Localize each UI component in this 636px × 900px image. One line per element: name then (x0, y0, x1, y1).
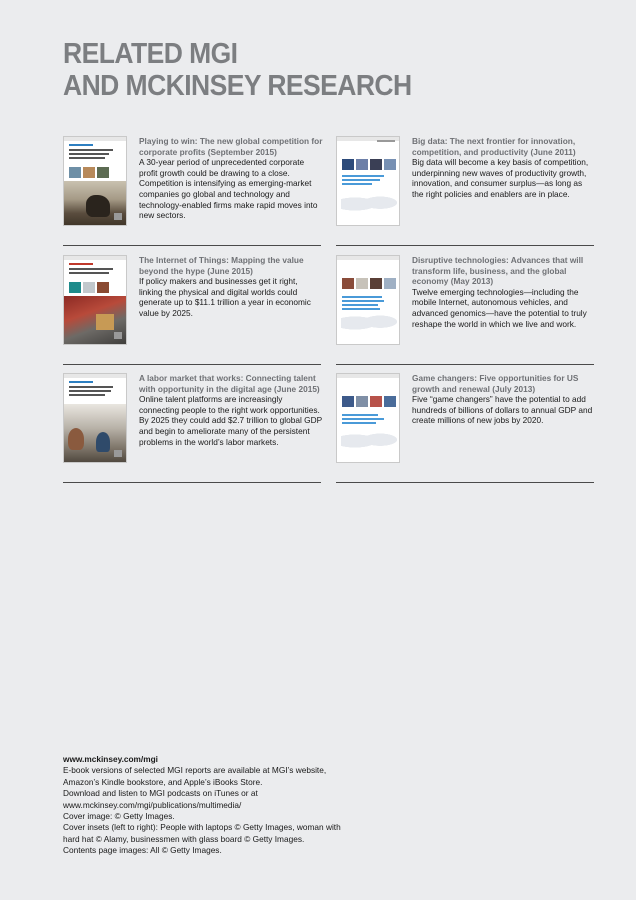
report-cover-labor-market[interactable] (63, 373, 127, 463)
footer-line: E-book versions of selected MGI reports are available at MGI’s website, (63, 765, 327, 776)
research-entry-disruptive-technologies[interactable] (336, 255, 594, 365)
report-cover-internet-of-things[interactable] (63, 255, 127, 345)
report-cover-game-changers[interactable] (336, 373, 400, 463)
research-entry-playing-to-win[interactable] (63, 136, 321, 246)
heading-line-2: AND MCKINSEY RESEARCH (63, 70, 412, 102)
footer-line: hard hat © Alamy, businessmen with glass board © Getty Images. (63, 833, 305, 844)
entry-description: Big data will become a key basis of competition, underpinning new waves of productivity growth, innovation, and consumer surplus—as long as the right policies and enablers are in place. (412, 157, 589, 199)
research-entry-game-changers[interactable] (336, 373, 594, 483)
entry-title[interactable]: Game changers: Five opportunities for US growth and renewal (July 2013) (412, 373, 579, 394)
entry-title[interactable]: The Internet of Things: Mapping the value beyond the hype (June 2015) (139, 255, 304, 276)
footer-line: Cover image: © Getty Images. (63, 811, 175, 822)
heading-line-1: RELATED MGI (63, 38, 238, 70)
entry-title[interactable]: A labor market that works: Connecting talent with opportunity in the digital age (June 2015) (139, 373, 320, 394)
report-cover-big-data[interactable] (336, 136, 400, 226)
divider (63, 482, 321, 483)
footer-credits (63, 754, 363, 857)
page-heading (63, 38, 412, 102)
website-link[interactable]: www.mckinsey.com/mgi (63, 754, 158, 764)
footer-line[interactable]: www.mckinsey.com/mgi/publications/multimedia/ (63, 799, 242, 810)
entry-description: Twelve emerging technologies—including the mobile Internet, autonomous vehicles, and advanced genomics—have the potential to truly reshape the world in which we live and work. (412, 286, 587, 329)
entry-title[interactable]: Big data: The next frontier for innovation, competition, and productivity (June 2011) (412, 136, 576, 157)
divider (63, 364, 321, 365)
research-entry-labor-market[interactable] (63, 373, 321, 483)
report-cover-disruptive-technologies[interactable] (336, 255, 400, 345)
research-entry-internet-of-things[interactable] (63, 255, 321, 365)
entry-title[interactable]: Disruptive technologies: Advances that will transform life, business, and the global economy (May 2013) (412, 255, 584, 287)
entry-title[interactable]: Playing to win: The new global competition for corporate profits (September 2015) (139, 136, 323, 157)
divider (336, 482, 594, 483)
research-entry-big-data[interactable] (336, 136, 594, 246)
entry-description: If policy makers and businesses get it right, linking the physical and digital worlds could generate up to $11.1 trillion a year in economic value by 2025. (139, 276, 311, 318)
footer-line: Contents page images: All © Getty Images. (63, 845, 222, 856)
divider (336, 364, 594, 365)
entry-description: Online talent platforms are increasingly connecting people to the right work opportunities. By 2025 they could add $2.7 trillion to global GDP and begin to ameliorate many of the persistent problems in the world’s labor markets. (139, 394, 322, 447)
footer-line: Amazon’s Kindle bookstore, and Apple’s iBooks Store. (63, 776, 263, 787)
footer-line: Download and listen to MGI podcasts on iTunes or at (63, 788, 258, 799)
footer-line: Cover insets (left to right): People with laptops © Getty Images, woman with (63, 822, 341, 833)
entry-description: A 30-year period of unprecedented corporate profit growth could be drawing to a close. Competition is intensifying as emerging-market companies go global and technology and technology-enabled firms make rapid moves into new sectors. (139, 157, 318, 221)
divider (336, 245, 594, 246)
report-cover-playing-to-win[interactable] (63, 136, 127, 226)
divider (63, 245, 321, 246)
entry-description: Five “game changers” have the potential to add hundreds of billions of dollars to annual GDP and create millions of new jobs by 2020. (412, 394, 593, 426)
